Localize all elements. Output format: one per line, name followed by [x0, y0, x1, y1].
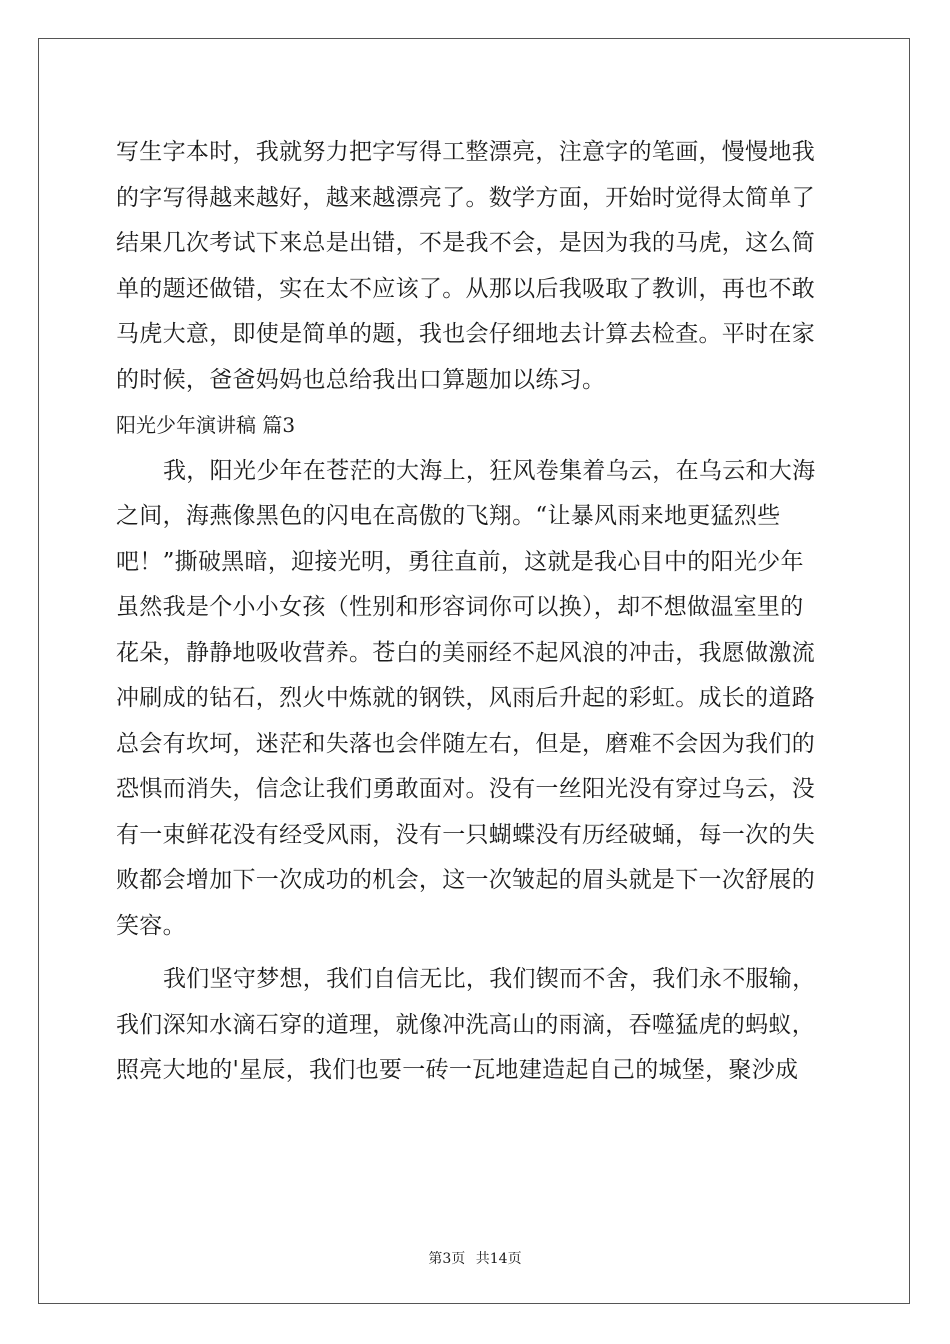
text-line: 我，阳光少年在苍茫的大海上，狂风卷集着乌云，在乌云和大海	[163, 457, 816, 484]
text-line: 之间，海燕像黑色的闪电在高傲的飞翔。“让暴风雨来地更猛烈些	[116, 503, 781, 529]
text-line: 冲刷成的钻石，烈火中炼就的钢铁，风雨后升起的彩虹。成长的道路	[116, 685, 815, 711]
page-number: 第3页	[428, 1251, 466, 1267]
page-total: 共14页	[475, 1251, 522, 1267]
paragraph-spacer	[116, 949, 834, 957]
text-line: 有一束鲜花没有经受风雨，没有一只蝴蝶没有历经破蛹，每一次的失	[116, 821, 815, 848]
text-line: 我们坚守梦想，我们自信无比，我们锲而不舍，我们永不服输，	[163, 966, 816, 992]
text-line: 马虎大意，即使是简单的题，我也会仔细地去计算去检查。平时在家	[116, 321, 815, 347]
text-line: 花朵，静静地吸收营养。苍白的美丽经不起风浪的冲击，我愿做激流	[116, 639, 815, 666]
paragraph-2	[116, 957, 834, 1094]
text-line: 写生字本时，我就努力把字写得工整漂亮，注意字的笔画，慢慢地我	[116, 139, 815, 165]
section-heading: 阳光少年演讲稿 篇3	[116, 413, 296, 437]
text-line: 恐惧而消失，信念让我们勇敢面对。没有一丝阳光没有穿过乌云，没	[116, 776, 815, 802]
text-line: 的时候，爸爸妈妈也总给我出口算题加以练习。	[116, 366, 606, 393]
text-line: 我们深知水滴石穿的道理，就像冲洗高山的雨滴，吞噬猛虎的蚂蚁，	[116, 1011, 815, 1038]
text-line: 的字写得越来越好，越来越漂亮了。数学方面，开始时觉得太简单了	[116, 184, 815, 211]
text-line: 总会有坎坷，迷茫和失落也会伴随左右，但是，磨难不会因为我们的	[116, 730, 815, 757]
text-line: 吧！”撕破黑暗，迎接光明，勇往直前，这就是我心目中的阳光少年	[116, 548, 804, 575]
text-line: 照亮大地的'星辰，我们也要一砖一瓦地建造起自己的城堡，聚沙成	[116, 1057, 799, 1083]
text-line: 虽然我是个小小女孩（性别和形容词你可以换），却不想做温室里的	[116, 594, 804, 620]
paragraph-1	[116, 449, 834, 950]
text-line: 结果几次考试下来总是出错，不是我不会，是因为我的马虎，这么简	[116, 230, 815, 256]
text-line: 单的题还做错，实在太不应该了。从那以后我吸取了教训，再也不敢	[116, 275, 815, 302]
paragraph-continuation	[116, 130, 834, 403]
page-footer	[0, 1248, 950, 1268]
text-line: 败都会增加下一次成功的机会，这一次皱起的眉头就是下一次舒展的	[116, 867, 815, 893]
document-body	[116, 130, 834, 1094]
text-line: 笑容。	[116, 912, 186, 939]
